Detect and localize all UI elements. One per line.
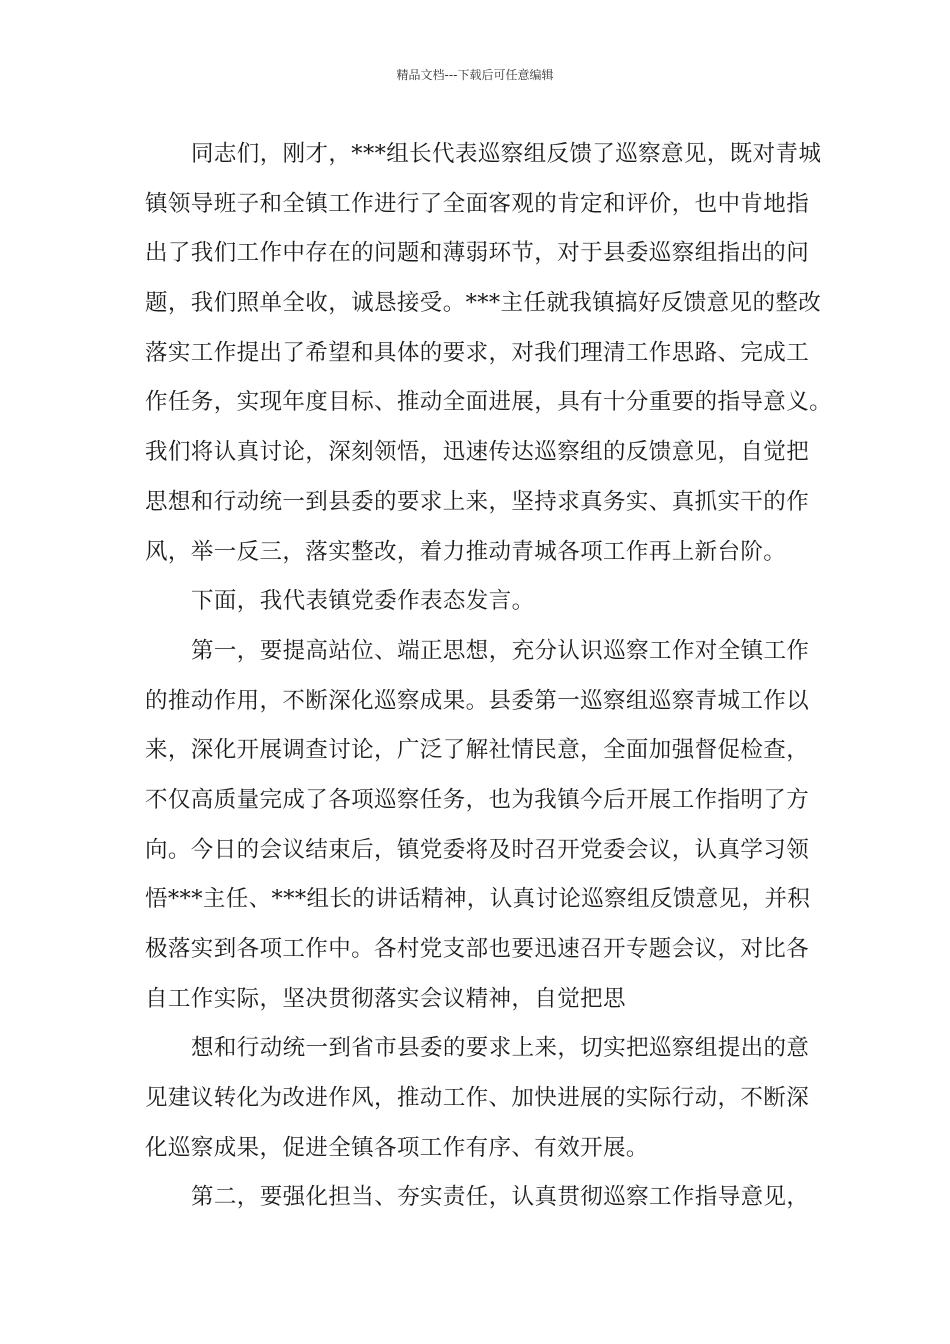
document-body — [145, 130, 833, 1223]
paragraph-line: 化巡察成果，促进全镇各项工作有序、有效开展。 — [145, 1134, 649, 1161]
paragraph-line: 同志们，刚才，***组长代表巡察组反馈了巡察意见，既对青城 — [191, 141, 822, 167]
page-header: 精品文档---下载后可任意编辑 — [396, 68, 554, 82]
paragraph-line: 想和行动统一到省市县委的要求上来，切实把巡察组提出的意 — [191, 1035, 810, 1062]
paragraph-line: 向。今日的会议结束后，镇党委将及时召开党委会议，认真学习领 — [145, 836, 810, 863]
paragraph-line: 作任务，实现年度目标、推动全面进展，具有十分重要的指导意义。 — [145, 389, 833, 416]
paragraph-line: 第一，要提高站位、端正思想，充分认识巡察工作对全镇工作 — [191, 637, 810, 664]
paragraph-line: 思想和行动统一到县委的要求上来，坚持求真务实、真抓实干的作 — [145, 488, 810, 515]
paragraph-line: 镇领导班子和全镇工作进行了全面客观的肯定和评价，也中肯地指 — [145, 190, 810, 217]
paragraph-line: 落实工作提出了希望和具体的要求，对我们理清工作思路、完成工 — [145, 339, 810, 366]
paragraph-line: 的推动作用，不断深化巡察成果。县委第一巡察组巡察青城工作以 — [145, 687, 810, 714]
paragraph-line: 我们将认真讨论，深刻领悟，迅速传达巡察组的反馈意见，自觉把 — [145, 439, 810, 466]
paragraph-line: 风，举一反三，落实整改，着力推动青城各项工作再上新台阶。 — [145, 538, 787, 565]
paragraph-line: 悟***主任、***组长的讲话精神，认真讨论巡察组反馈意见，并积 — [145, 886, 811, 913]
paragraph-line: 自工作实际，坚决贯彻落实会议精神，自觉把思 — [145, 985, 626, 1012]
paragraph-line: 极落实到各项工作中。各村党支部也要迅速召开专题会议，对比各 — [145, 936, 810, 962]
paragraph-line: 题，我们照单全收，诚恳接受。***主任就我镇搞好反馈意见的整改 — [145, 290, 822, 317]
paragraph-line: 见建议转化为改进作风，推动工作、加快进展的实际行动，不断深 — [145, 1085, 810, 1112]
paragraph-line: 不仅高质量完成了各项巡察任务，也为我镇今后开展工作指明了方 — [145, 786, 810, 813]
paragraph-line: 出了我们工作中存在的问题和薄弱环节，对于县委巡察组指出的问 — [145, 240, 810, 267]
paragraph-line: 来，深化开展调查讨论，广泛了解社情民意，全面加强督促检查， — [145, 737, 810, 764]
paragraph-line: 第二，要强化担当、夯实责任，认真贯彻巡察工作指导意见， — [191, 1184, 810, 1211]
paragraph-line: 下面，我代表镇党委作表态发言。 — [191, 588, 535, 615]
